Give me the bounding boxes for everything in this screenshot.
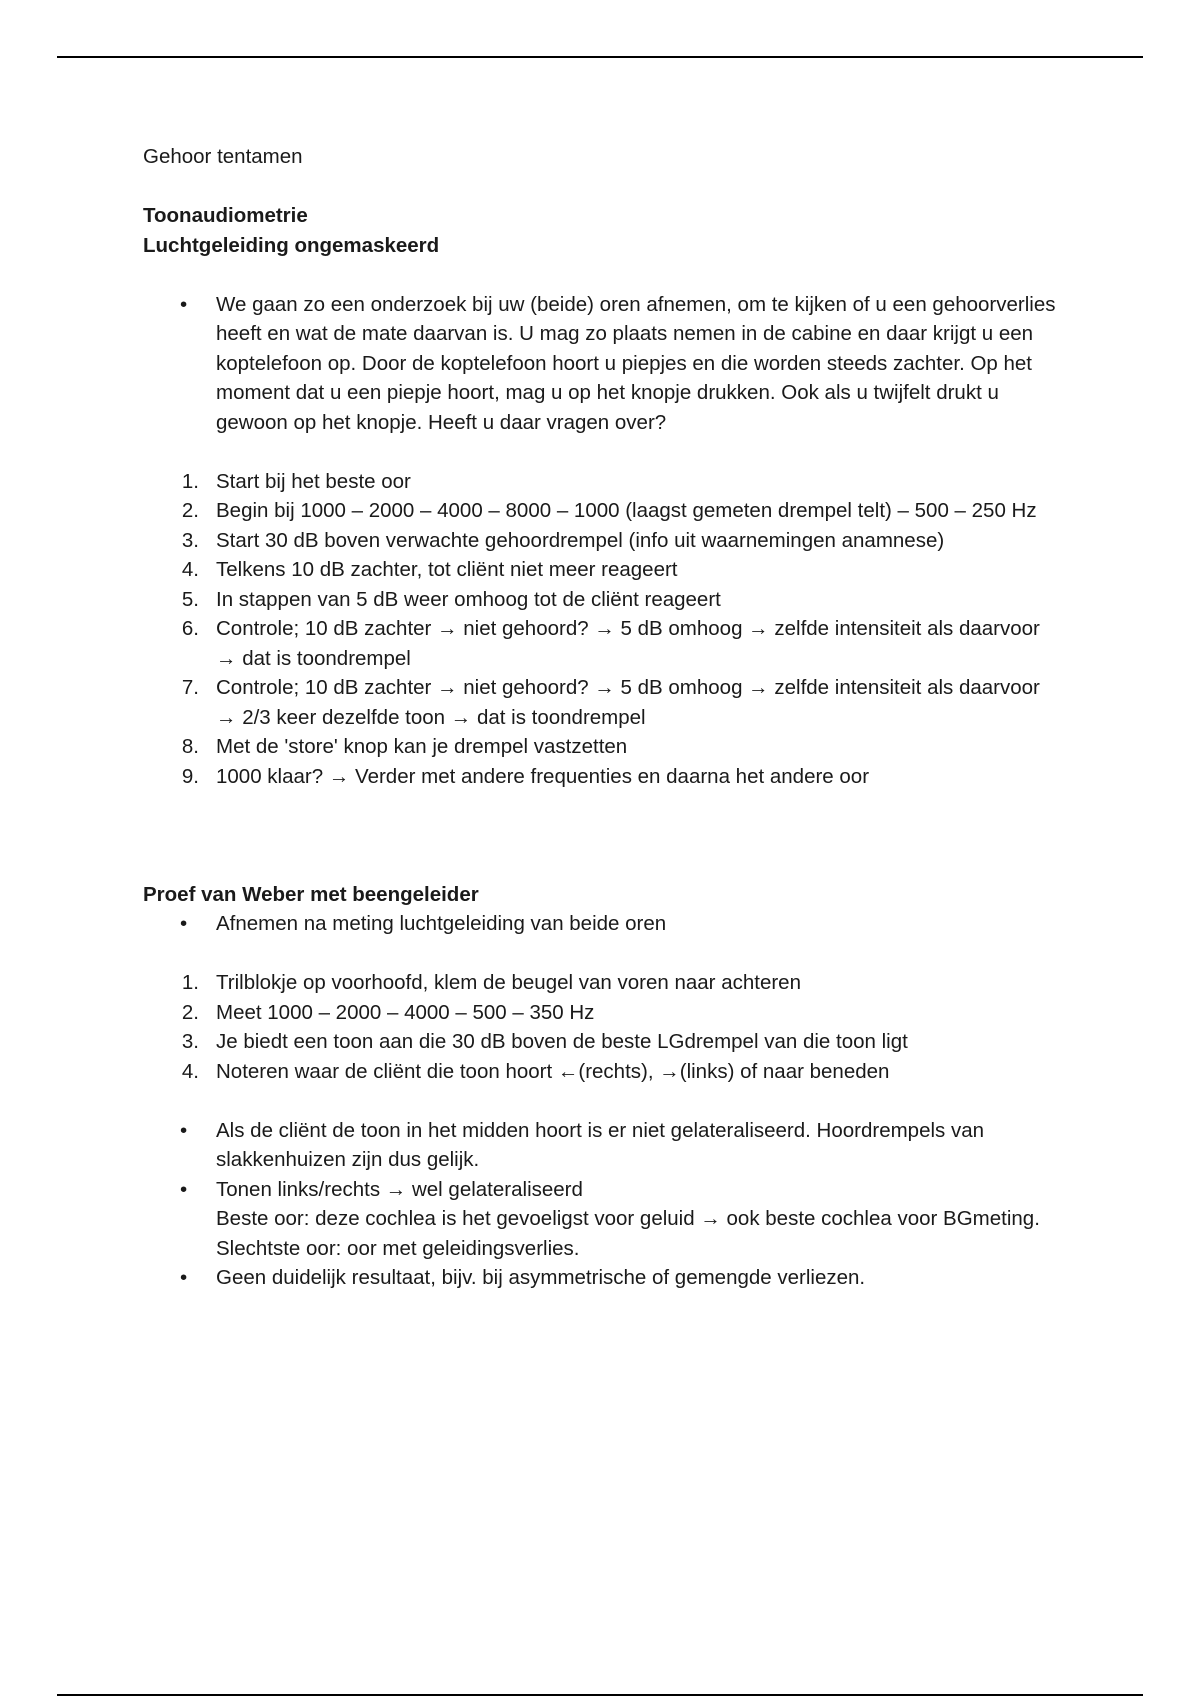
bullet-marker: • [180,292,188,316]
result-worst-ear-text: Slechtste oor: oor met geleidingsverlies. [216,1236,580,1260]
weber-intro-text: Afnemen na meting luchtgeleiding van beide oren [216,912,667,935]
weber-steps-list [143,968,1063,1086]
step-number: 3. [181,528,199,552]
list-item [143,1263,1063,1293]
step-number: 6. [181,617,199,640]
list-item [143,909,1063,939]
spacer [143,260,1063,290]
result-unclear-text: Geen duidelijk resultaat, bijv. bij asymmetrische of gemengde verliezen. [216,1266,866,1289]
section-subheading-luchtgeleiding: Luchtgeleiding ongemaskeerd [143,233,440,257]
step-number: 1. [181,971,199,994]
step-text: Je biedt een toon aan die 30 dB boven de beste LGdrempel van die toon ligt [216,1030,908,1053]
step-text: Start 30 dB boven verwachte gehoordrempel (info uit waarnemingen anamnese) [216,528,945,552]
step-number: 4. [181,558,199,581]
step-number: 4. [181,1059,199,1083]
step-text: Trilblokje op voorhoofd, klem de beugel van voren naar achteren [216,971,801,994]
list-item [143,526,1063,556]
list-item [143,1116,1063,1175]
step-text: Met de 'store' knop kan je drempel vastzetten [216,735,628,758]
section-heading-weber: Proef van Weber met beengeleider [143,882,479,906]
step-number: 8. [181,735,199,758]
step-text: Begin bij 1000 – 2000 – 4000 – 8000 – 1000 (laagst gemeten drempel telt) – 500 – 250 Hz [216,499,1037,522]
step-number: 1. [181,469,199,493]
bullet-marker: • [180,1266,188,1289]
list-item [143,290,1063,438]
result-best-ear-text: Beste oor: deze cochlea is het gevoeligst voor geluid → ook beste cochlea voor BGmeting. [216,1207,1040,1230]
step-text: Telkens 10 dB zachter, tot cliënt niet meer reageert [216,558,678,581]
step-number: 9. [181,764,199,788]
spacer [143,1086,1063,1116]
instruction-bullet-list [143,290,1063,438]
step-text: Controle; 10 dB zachter → niet gehoord? → 5 dB omhoog → zelfde intensiteit als daarvoor → 2/3 keer dezelfde toon → dat is toondrempel [216,676,1040,729]
step-text: 1000 klaar? → Verder met andere frequenties en daarna het andere oor [216,764,870,788]
document-title: Gehoor tentamen [143,145,303,168]
step-text: Noteren waar de cliënt die toon hoort ←(rechts), →(links) of naar beneden [216,1059,890,1083]
step-text: Meet 1000 – 2000 – 4000 – 500 – 350 Hz [216,1000,595,1024]
list-item [143,1057,1063,1087]
list-item [143,968,1063,998]
step-text: Start bij het beste oor [216,469,411,493]
weber-intro-bullet-list [143,909,1063,939]
spacer [143,791,1063,880]
section-heading-toonaudiometrie: Toonaudiometrie [143,204,308,227]
step-text: Controle; 10 dB zachter → niet gehoord? → 5 dB omhoog → zelfde intensiteit als daarvoor → dat is toondrempel [216,617,1040,670]
bullet-marker: • [180,912,188,935]
list-item [143,555,1063,585]
list-item [143,762,1063,792]
step-number: 2. [181,1000,199,1024]
step-text: In stappen van 5 dB weer omhoog tot de cliënt reageert [216,587,721,611]
weber-results-list [143,1116,1063,1293]
result-middle-text: Als de cliënt de toon in het midden hoort is er niet gelateraliseerd. Hoordrempels van slakkenhuizen zijn dus gelijk. [216,1118,985,1171]
step-number: 2. [181,499,199,522]
header-rule [57,56,1143,58]
list-item [143,1175,1063,1264]
spacer [143,437,1063,467]
step-number: 7. [181,676,199,699]
step-number: 3. [181,1030,199,1053]
bullet-marker: • [180,1118,188,1142]
document-body [143,142,1063,1293]
result-lateral-text: Tonen links/rechts → wel gelateraliseerd [216,1177,583,1201]
list-item [143,585,1063,615]
spacer [143,939,1063,969]
bullet-marker: • [180,1177,188,1201]
list-item [143,496,1063,526]
footer-rule [57,1694,1143,1696]
list-item [143,614,1063,673]
list-item [143,732,1063,762]
step-number: 5. [181,587,199,611]
patient-instruction-text: We gaan zo een onderzoek bij uw (beide) oren afnemen, om te kijken of u een gehoorverlies heeft en wat de mate daarvan is. U mag zo plaats nemen in de cabine en daar krijgt u een koptelefoon op. Door de koptelefoon hoort u piepjes en die worden steeds zachter. Op het moment dat u een piepje hoort, mag u op het knopje drukken. Ook als u twijfelt drukt u gewoon op het knopje. Heeft u daar vragen over? [216,292,1056,434]
list-item [143,998,1063,1028]
procedure-steps-list [143,467,1063,792]
list-item [143,467,1063,497]
list-item [143,673,1063,732]
list-item [143,1027,1063,1057]
